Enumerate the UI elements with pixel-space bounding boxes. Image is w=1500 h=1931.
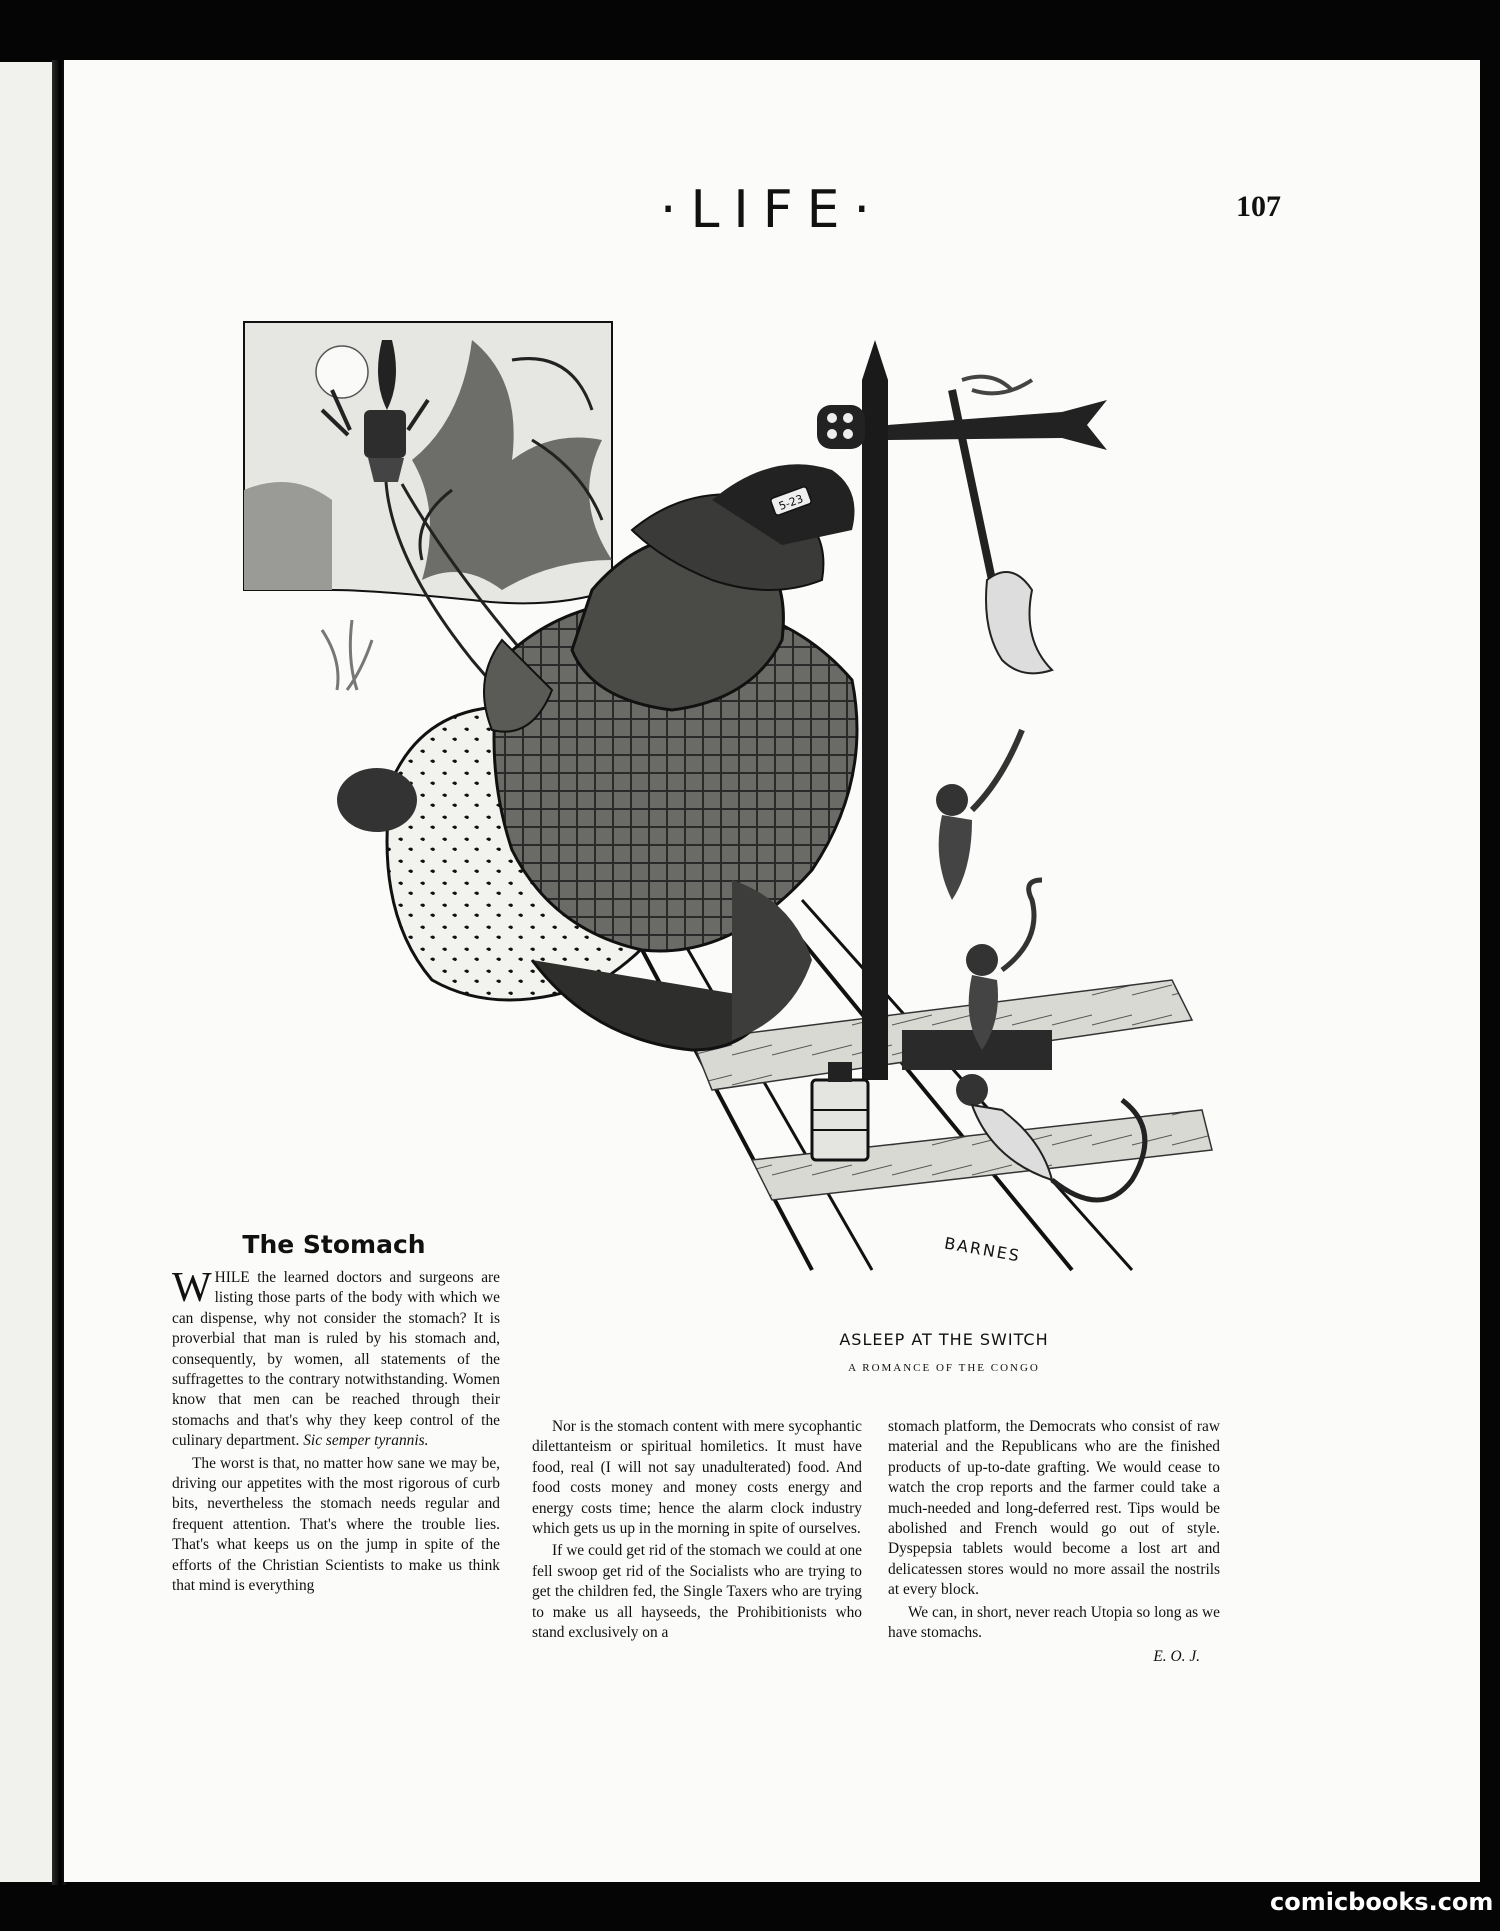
illustration-caption-title: ASLEEP AT THE SWITCH — [839, 1330, 1049, 1349]
article-column-1 — [172, 1265, 500, 1597]
switch-signal — [817, 340, 1107, 1080]
article-paragraph-5: stomach platform, the Democrats who consist of raw material and the Republicans who are the finished products of up-to-date grafting. We would cease to watch the crop reports and the farmer could take a much-needed and long-deferred rest. Tips would be abolished and French would go out of style. Dyspepsia tablets would become a lost art and delicatessen stores would no more assail the nostrils at every block. — [888, 1418, 1220, 1599]
cap-badge-text: 5-23 — [777, 492, 805, 513]
latin-phrase: Sic semper tyrannis. — [303, 1432, 429, 1450]
oil-can — [812, 1062, 868, 1160]
article-column-2 — [532, 1417, 862, 1643]
article-paragraph-1 — [172, 1265, 500, 1452]
article-column-3 — [888, 1417, 1220, 1668]
article-title: The Stomach — [242, 1230, 426, 1259]
left-page-edge — [0, 62, 54, 1882]
paragraph-1-text: HILE the learned doctors and surgeons are listing those parts of the body with which we can dispense, why not consider the stomach? It is proverbial that man is ruled by his stomach and, consequently, by women, all statements of the suffragettes to the contrary notwithstanding. Women know that men can be reached through their stomachs and that's why they keep control of the culinary department. — [172, 1269, 500, 1450]
article-paragraph-4: If we could get rid of the stomach we could at one fell swoop get rid of the Socialists who are trying to get the children fed, the Single Taxers who are trying to make us all hayseeds, the Prohibitionists who stand exclusively on a — [532, 1542, 862, 1642]
author-signature: E. O. J. — [1153, 1648, 1200, 1666]
illustration-caption-subtitle: A ROMANCE OF THE CONGO — [848, 1362, 1040, 1374]
page-number: 107 — [1236, 190, 1281, 223]
article-paragraph-6: We can, in short, never reach Utopia so long as we have stomachs. — [888, 1603, 1220, 1642]
dropcap-letter: W — [172, 1265, 212, 1311]
site-watermark: comicbooks.com — [1270, 1888, 1494, 1916]
article-paragraph-2: The worst is that, no matter how sane we may be, driving our appetites with the most rigorous of curb bits, nevertheless the stomach needs regular and frequent attention. That's where the trouble lies. That's what keeps us on the jump in spite of the efforts of the Christian Scientists to make us think that mind is everything — [172, 1454, 500, 1595]
artist-signature: BARNES — [942, 1233, 1023, 1266]
cartoon-illustration — [172, 260, 1352, 1330]
masthead-title: ·LIFE· — [659, 180, 885, 240]
magazine-page — [64, 60, 1480, 1882]
article-paragraph-3: Nor is the stomach content with mere sycophantic dilettanteism or spiritual homiletics. It must have food, real (I will not say unadulterated) food. And food costs money and money costs energy and energy costs time; hence the alarm clock industry which gets us up in the morning in spite of ourselves. — [532, 1418, 862, 1538]
